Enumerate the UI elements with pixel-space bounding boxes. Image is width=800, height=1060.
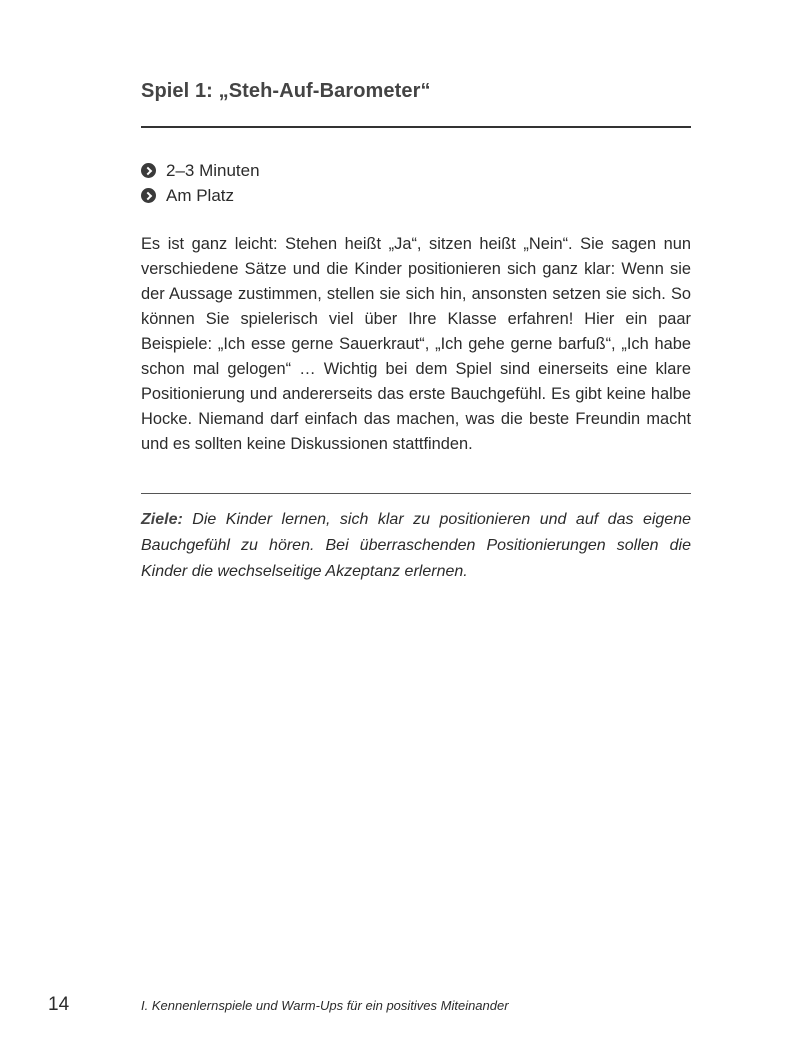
duration-text: 2–3 Minuten bbox=[166, 160, 260, 180]
location-item bbox=[141, 183, 260, 208]
arrow-right-circle-icon bbox=[141, 188, 156, 203]
game-info-list bbox=[141, 158, 260, 208]
goals-paragraph bbox=[141, 507, 691, 585]
chapter-footer: I. Kennenlernspiele und Warm-Ups für ein positives Miteinander bbox=[141, 998, 509, 1013]
game-description: Es ist ganz leicht: Stehen heißt „Ja“, sitzen heißt „Nein“. Sie sagen nun verschiedene Sätze und die Kinder positionieren sich ganz klar: Wenn sie der Aussage zustimmen, stellen sie sich hin, ansonsten setzen sie sich. So können Sie spielerisch viel über Ihre Klasse erfahren! Hier ein paar Beispiele: „Ich esse gerne Sauerkraut“, „Ich gehe gerne barfuß“, „Ich habe schon mal gelogen“ … Wichtig bei dem Spiel sind einerseits eine klare Positionierung und andererseits das erste Bauchgefühl. Es gibt keine halbe Hocke. Niemand darf einfach das machen, was die beste Freundin macht und es sollten keine Diskussionen stattfinden. bbox=[141, 235, 691, 453]
location-text: Am Platz bbox=[166, 185, 235, 205]
goals-text: Die Kinder lernen, sich klar zu positionieren und auf das eigene Bauchgefühl zu hören. Bei überraschenden Positionierungen sollen die Kinder die wechselseitige Akzeptanz erlernen. bbox=[141, 511, 691, 580]
page-title: Spiel 1: „Steh-Auf-Barometer“ bbox=[141, 80, 431, 102]
arrow-right-circle-icon bbox=[141, 163, 156, 178]
page-number: 14 bbox=[48, 994, 70, 1015]
title-divider bbox=[141, 126, 691, 128]
goals-divider bbox=[141, 493, 691, 494]
goals-label: Ziele: bbox=[141, 511, 183, 528]
duration-item bbox=[141, 158, 260, 183]
